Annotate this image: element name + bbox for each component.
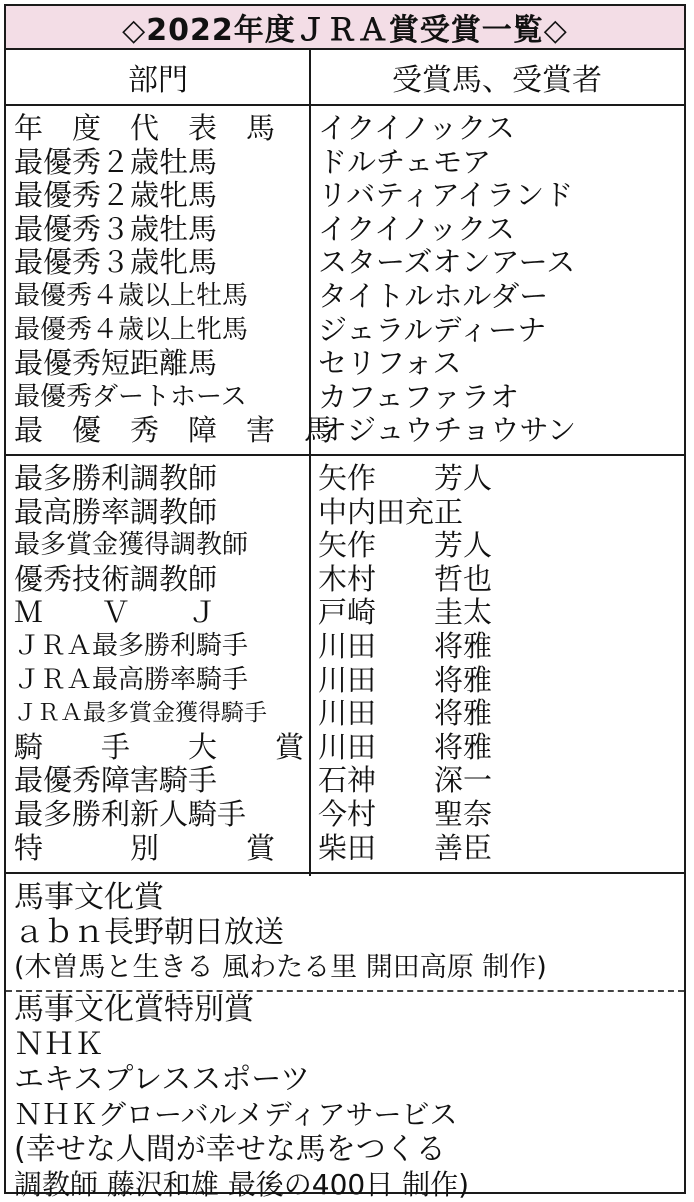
bajibunka-award: [6, 880, 684, 985]
table-row: [6, 179, 684, 213]
award-winner: 戸崎 圭太: [318, 595, 493, 630]
table-row: [6, 246, 684, 280]
table-row: [6, 280, 684, 314]
award-winner: セリフォス: [318, 346, 462, 381]
award-winner: エキスプレススポーツ: [14, 1062, 311, 1097]
award-winner: カフェファラオ: [318, 379, 519, 414]
table-row: [6, 414, 684, 448]
table-row: [6, 563, 684, 597]
award-winner: リバティアイランド: [318, 178, 574, 213]
table-row: [6, 596, 684, 630]
table-row: [6, 213, 684, 247]
table-row: [6, 764, 684, 798]
table-row: [6, 462, 684, 496]
award-winner: 川田 将雅: [318, 628, 493, 663]
table-header: [6, 50, 684, 106]
award-winner: ＮＨＫ: [14, 1027, 104, 1062]
award-category: 最優秀２歳牡馬: [14, 144, 218, 179]
award-winner: 川田 将雅: [318, 696, 493, 731]
award-winner: イクイノックス: [318, 211, 515, 246]
award-category: 最優秀３歳牡馬: [14, 211, 218, 246]
award-category: 最 優 秀 障 害 馬: [14, 413, 334, 448]
section-divider: [6, 454, 684, 456]
award-winner: ジェラルディーナ: [318, 312, 547, 347]
award-winner: ａｂｎ長野朝日放送: [14, 915, 284, 950]
awards-table: [4, 4, 686, 1201]
bajibunka-special-award: [6, 992, 684, 1202]
award-winner: ドルチェモア: [318, 144, 492, 179]
award-category: 最優秀２歳牝馬: [14, 178, 218, 213]
table-row: [6, 347, 684, 381]
award-note: 調教師 藤沢和雄 最後の400日 制作): [14, 1168, 470, 1201]
award-category: Ｍ Ｖ Ｊ: [14, 595, 218, 630]
award-category: 年 度 代 表 馬: [14, 111, 276, 145]
award-category: 最優秀３歳牝馬: [14, 245, 218, 280]
award-note: (幸せな人間が幸せな馬をつくる: [14, 1132, 446, 1167]
award-category: 最多勝利新人騎手: [14, 796, 247, 831]
award-category: 最多賞金獲得調教師: [14, 530, 249, 561]
table-row: [6, 314, 684, 348]
award-winner: 石神 深一: [318, 763, 493, 798]
award-winner: 矢作 芳人: [318, 461, 493, 495]
award-note: (木曽馬と生きる 風わたる里 開田高原 制作): [14, 952, 547, 983]
award-winner: イクイノックス: [318, 111, 515, 145]
award-category: 最高勝率調教師: [14, 494, 218, 529]
award-category: 騎 手 大 賞: [14, 729, 305, 764]
award-category: ＪＲＡ最多賞金獲得騎手: [14, 700, 267, 727]
award-winner: オジュウチョウサン: [318, 413, 577, 448]
header-category: 部門: [128, 63, 188, 98]
award-category: 最優秀４歳以上牝馬: [14, 314, 249, 345]
table-row: [6, 630, 684, 664]
award-winner: 柴田 善臣: [318, 830, 493, 865]
table-row: [6, 664, 684, 698]
header-winner: 受賞馬、受賞者: [392, 63, 602, 98]
section-divider: [6, 872, 684, 874]
award-winner: ＮＨＫグローバルメディアサービス: [14, 1098, 458, 1131]
table-row: [6, 832, 684, 866]
person-awards-section: [6, 462, 684, 865]
award-winner: 今村 聖奈: [318, 796, 493, 831]
table-row: [6, 529, 684, 563]
table-row: [6, 112, 684, 146]
horse-awards-section: [6, 112, 684, 448]
award-winner: 川田 将雅: [318, 662, 493, 697]
table-row: [6, 731, 684, 765]
award-winner: 木村 哲也: [318, 561, 493, 596]
award-category: 最優秀障害騎手: [14, 763, 218, 798]
award-category: 最優秀ダートホース: [14, 381, 247, 412]
award-category: 最多勝利調教師: [14, 461, 218, 495]
award-category: ＪＲＡ最高勝率騎手: [14, 664, 249, 695]
award-winner: スターズオンアース: [318, 245, 576, 280]
table-row: [6, 496, 684, 530]
award-heading: 馬事文化賞: [14, 880, 164, 915]
award-winner: 中内田充正: [318, 494, 464, 529]
award-winner: 川田 将雅: [318, 729, 493, 764]
table-row: [6, 146, 684, 180]
award-winner: タイトルホルダー: [318, 278, 549, 313]
table-row: [6, 381, 684, 415]
table-row: [6, 798, 684, 832]
award-category: 優秀技術調教師: [14, 561, 218, 596]
award-winner: 矢作 芳人: [318, 528, 493, 563]
award-category: 最優秀４歳以上牡馬: [14, 280, 249, 311]
table-title: ◇2022年度ＪＲＡ賞受賞一覧◇: [6, 6, 684, 50]
award-category: 最優秀短距離馬: [14, 346, 218, 381]
table-row: [6, 697, 684, 731]
award-heading: 馬事文化賞特別賞: [14, 992, 254, 1027]
award-category: 特 別 賞: [14, 830, 276, 865]
award-category: ＪＲＡ最多勝利騎手: [14, 630, 249, 661]
